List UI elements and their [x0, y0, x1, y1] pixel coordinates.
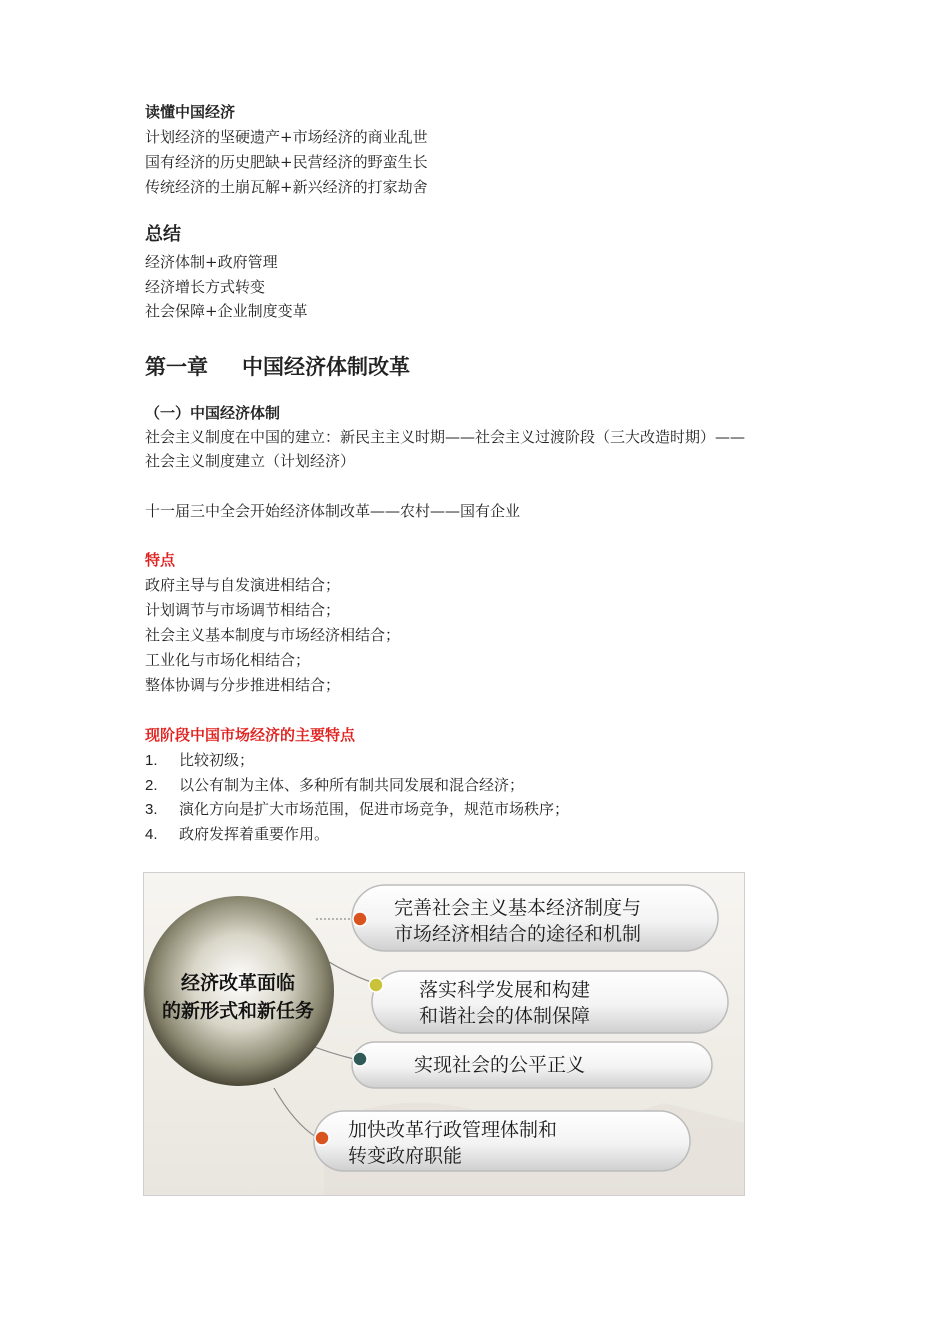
- summary-line-1: 经济体制+政府管理: [145, 253, 278, 271]
- bullet-dot-icon: [315, 1131, 329, 1145]
- chapter-heading: [145, 356, 410, 378]
- summary-line-3: 社会保障+企业制度变革: [145, 302, 308, 320]
- list-item: [145, 749, 254, 772]
- feature-line-1: 政府主导与自发演进相结合；: [145, 576, 341, 594]
- diagram-center-label: [154, 969, 322, 1025]
- list-number: 4.: [145, 826, 158, 843]
- list-text: 政府发挥着重要作用。: [179, 825, 330, 843]
- section-title: （一）中国经济体制: [145, 404, 281, 422]
- list-number: 1.: [145, 752, 158, 769]
- feature-line-2: 计划调节与市场调节相结合；: [145, 601, 341, 619]
- connector-line: [274, 1088, 316, 1137]
- section-para2: 十一届三中全会开始经济体制改革——农村——国有企业: [145, 502, 521, 520]
- chapter-label: 第一章: [145, 355, 208, 379]
- summary-title: 总结: [145, 224, 181, 245]
- pill-1-text: [394, 895, 641, 947]
- reform-diagram: [143, 872, 745, 1196]
- current-title: 现阶段中国市场经济的主要特点: [145, 726, 356, 744]
- feature-line-4: 工业化与市场化相结合；: [145, 651, 311, 669]
- summary-line-2: 经济增长方式转变: [145, 278, 266, 296]
- intro-title: 读懂中国经济: [145, 103, 236, 121]
- pill-2-text: [419, 977, 590, 1029]
- pill-2-line-1: 落实科学发展和构建: [419, 979, 591, 1001]
- section-para1-line1: 社会主义制度在中国的建立：新民主主义时期——社会主义过渡阶段（三大改造时期）——: [145, 428, 746, 446]
- list-number: 3.: [145, 801, 158, 818]
- intro-line-3: 传统经济的土崩瓦解+新兴经济的打家劫舍: [145, 178, 428, 196]
- chapter-title: 中国经济体制改革: [242, 355, 410, 379]
- list-text: 比较初级；: [179, 751, 255, 769]
- pill-3-text: [414, 1052, 585, 1078]
- pill-1-line-1: 完善社会主义基本经济制度与: [394, 897, 642, 919]
- list-text: 演化方向是扩大市场范围，促进市场竞争，规范市场秩序；: [179, 800, 570, 818]
- list-item: [145, 823, 329, 846]
- list-number: 2.: [145, 777, 158, 794]
- section-para1-line2: 社会主义制度建立（计划经济）: [145, 452, 356, 470]
- bullet-dot-icon: [353, 912, 367, 926]
- intro-line-2: 国有经济的历史肥缺+民营经济的野蛮生长: [145, 153, 428, 171]
- feature-line-3: 社会主义基本制度与市场经济相结合；: [145, 626, 401, 644]
- pill-3-line-1: 实现社会的公平正义: [414, 1054, 586, 1076]
- features-title: 特点: [145, 551, 176, 569]
- list-item: [145, 798, 569, 821]
- pill-4-line-1: 加快改革行政管理体制和: [348, 1119, 558, 1141]
- list-text: 以公有制为主体、多种所有制共同发展和混合经济；: [179, 776, 525, 794]
- pill-4-text: [348, 1117, 557, 1169]
- pill-1-line-2: 市场经济相结合的途径和机制: [394, 923, 642, 945]
- center-label-line-1: 经济改革面临: [180, 972, 295, 994]
- bullet-dot-icon: [353, 1052, 367, 1066]
- list-item: [145, 774, 524, 797]
- bullet-dot-icon: [369, 978, 383, 992]
- pill-2-line-2: 和谐社会的体制保障: [419, 1005, 591, 1027]
- feature-line-5: 整体协调与分步推进相结合；: [145, 676, 341, 694]
- center-label-line-2: 的新形式和新任务: [161, 1000, 314, 1022]
- pill-4-line-2: 转变政府职能: [348, 1145, 463, 1167]
- intro-line-1: 计划经济的坚硬遗产+市场经济的商业乱世: [145, 128, 428, 146]
